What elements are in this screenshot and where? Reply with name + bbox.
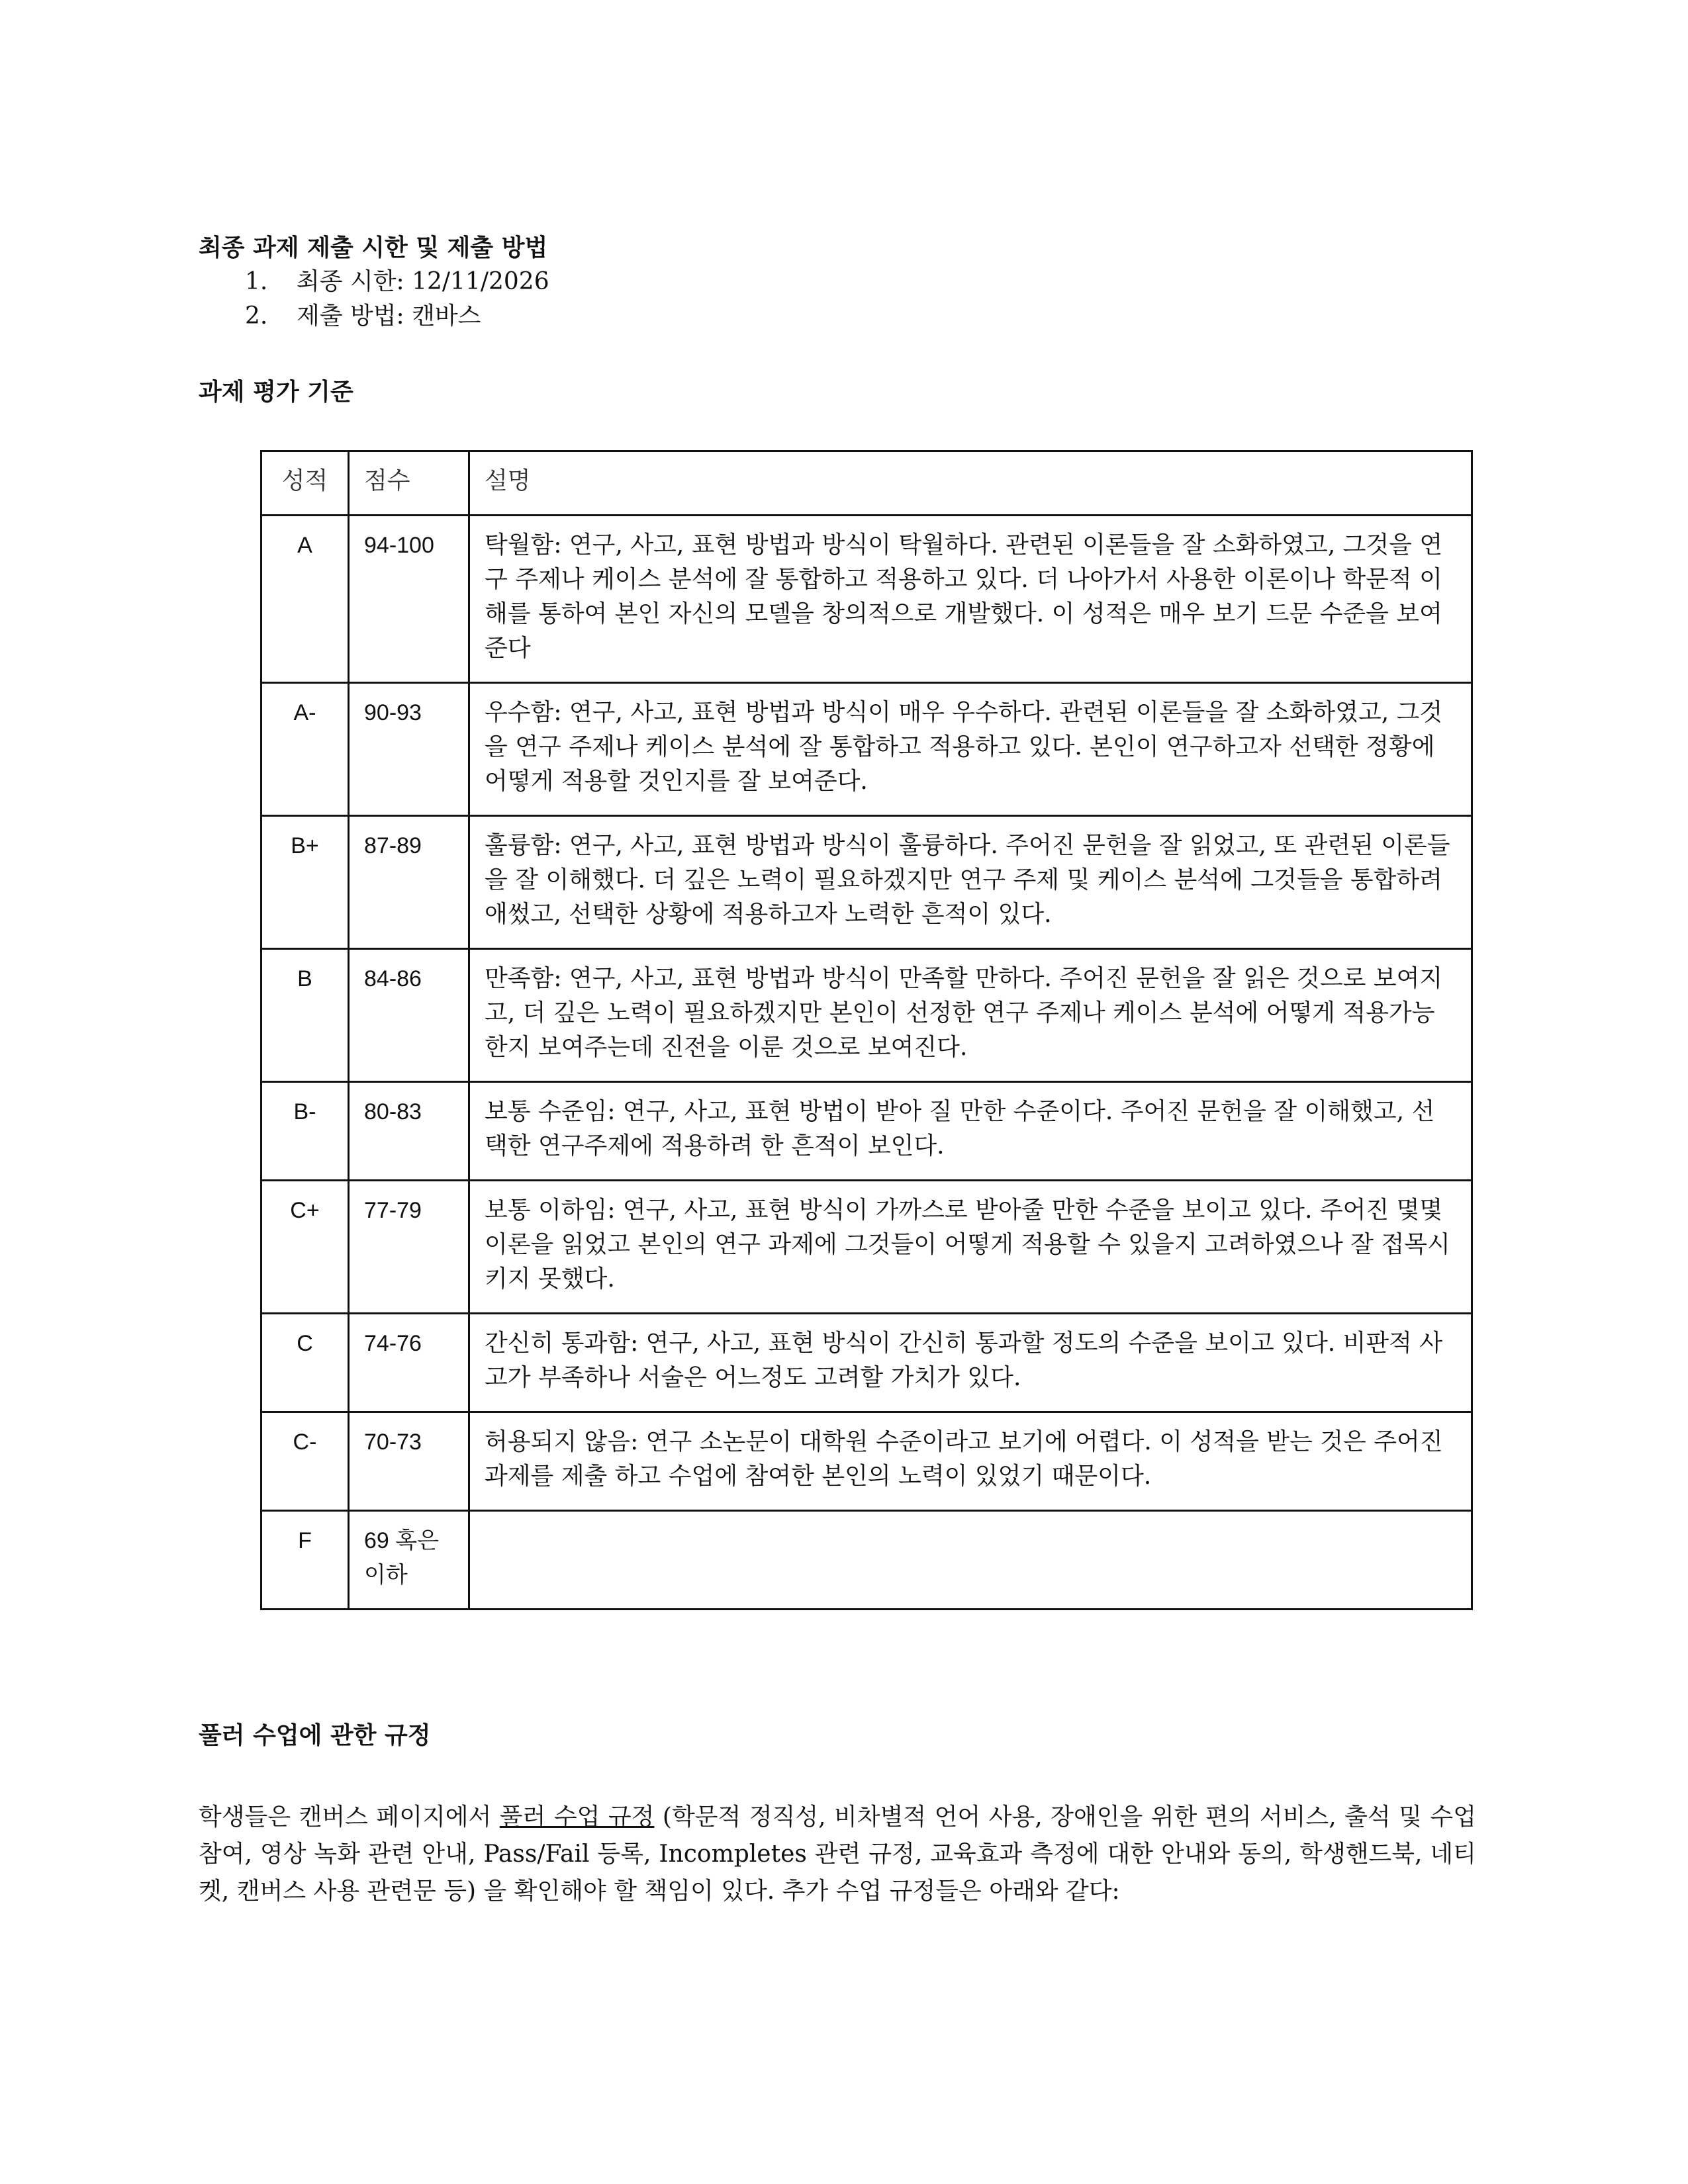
list-text: 제출 방법: 캔바스 [297, 302, 481, 330]
table-row [261, 1082, 1472, 1181]
grade-cell: B [261, 949, 349, 1082]
grade-cell: A- [261, 683, 349, 816]
score-cell: 84-86 [349, 949, 469, 1082]
section-heading-deadline: 최종 과제 제출 시한 및 제출 방법 [199, 234, 548, 261]
description-cell: 보통 수준임: 연구, 사고, 표현 방법이 받아 질 만한 수준이다. 주어진 문헌을 잘 이해했고, 선택한 연구주제에 적용하려 한 흔적이 보인다. [469, 1082, 1472, 1181]
grade-cell: C- [261, 1412, 349, 1511]
list-number: 2. [245, 302, 268, 330]
table-row [261, 1181, 1472, 1314]
table-row [261, 949, 1472, 1082]
header-description: 설명 [469, 451, 1472, 516]
grade-cell: F [261, 1511, 349, 1610]
grade-cell: C [261, 1314, 349, 1412]
description-cell: 만족함: 연구, 사고, 표현 방법과 방식이 만족할 만하다. 주어진 문헌을 잘 읽은 것으로 보여지고, 더 깊은 노력이 필요하겠지만 본인이 선정한 연구 주제나 케이스 분석에 어떻게 적용가능한지 보여주는데 진전을 이룬 것으로 보여진다. [469, 949, 1472, 1082]
policy-text-end: (학문적 정직성, 비차별적 언어 사용, 장애인을 위한 편의 서비스, 출석 및 수업 참여, 영상 녹화 관련 안내, Pass/Fail 등록, Incompletes 관련 규정, 교육효과 측정에 대한 안내와 동의, 학생핸드북, 네티켓, 캔버스 사용 관련문 등) 을 확인해야 할 책임이 있다. 추가 수업 규정들은 아래와 같다: [199, 1803, 1476, 1905]
policy-text-start: 학생들은 캔버스 페이지에서 [199, 1803, 500, 1831]
grade-cell: B+ [261, 816, 349, 949]
list-item [245, 299, 549, 334]
grading-table [260, 450, 1473, 1610]
description-cell: 탁월함: 연구, 사고, 표현 방법과 방식이 탁월하다. 관련된 이론들을 잘 소화하였고, 그것을 연구 주제나 케이스 분석에 잘 통합하고 적용하고 있다. 더 나아가서 사용한 이론이나 학문적 이해를 통하여 본인 자신의 모델을 창의적으로 개발했다. 이 성적은 매우 보기 드문 수준을 보여준다 [469, 516, 1472, 683]
policy-paragraph [199, 1799, 1476, 1910]
table-row [261, 816, 1472, 949]
score-cell: 70-73 [349, 1412, 469, 1511]
policy-link[interactable]: 풀러 수업 규정 [499, 1803, 655, 1831]
description-cell: 우수함: 연구, 사고, 표현 방법과 방식이 매우 우수하다. 관련된 이론들을 잘 소화하였고, 그것을 연구 주제나 케이스 분석에 잘 통합하고 적용하고 있다. 본인이 연구하고자 선택한 정황에 어떻게 적용할 것인지를 잘 보여준다. [469, 683, 1472, 816]
list-number: 1. [245, 268, 268, 295]
table-row [261, 1511, 1472, 1610]
score-cell: 87-89 [349, 816, 469, 949]
header-grade: 성적 [261, 451, 349, 516]
section-heading-grading: 과제 평가 기준 [199, 379, 353, 406]
description-cell: 훌륭함: 연구, 사고, 표현 방법과 방식이 훌륭하다. 주어진 문헌을 잘 읽었고, 또 관련된 이론들을 잘 이해했다. 더 깊은 노력이 필요하겠지만 연구 주제 및 케이스 분석에 그것들을 통합하려 애썼고, 선택한 상황에 적용하고자 노력한 흔적이 있다. [469, 816, 1472, 949]
table-row [261, 516, 1472, 683]
list-item [245, 265, 549, 299]
score-cell: 69 혹은 이하 [349, 1511, 469, 1610]
score-cell: 94-100 [349, 516, 469, 683]
table-row [261, 683, 1472, 816]
score-cell: 80-83 [349, 1082, 469, 1181]
table-row [261, 1412, 1472, 1511]
description-cell: 보통 이하임: 연구, 사고, 표현 방식이 가까스로 받아줄 만한 수준을 보이고 있다. 주어진 몇몇 이론을 읽었고 본인의 연구 과제에 그것들이 어떻게 적용할 수 있을지 고려하였으나 잘 접목시키지 못했다. [469, 1181, 1472, 1314]
score-cell: 77-79 [349, 1181, 469, 1314]
grade-cell: A [261, 516, 349, 683]
table-header-row [261, 451, 1472, 516]
list-text: 최종 시한: 12/11/2026 [297, 268, 549, 295]
grade-cell: B- [261, 1082, 349, 1181]
section-heading-policy: 풀러 수업에 관한 규정 [199, 1722, 431, 1749]
header-score: 점수 [349, 451, 469, 516]
description-cell: 간신히 통과함: 연구, 사고, 표현 방식이 간신히 통과할 정도의 수준을 보이고 있다. 비판적 사고가 부족하나 서술은 어느정도 고려할 가치가 있다. [469, 1314, 1472, 1412]
deadline-list [245, 265, 549, 334]
description-cell: 허용되지 않음: 연구 소논문이 대학원 수준이라고 보기에 어렵다. 이 성적을 받는 것은 주어진 과제를 제출 하고 수업에 참여한 본인의 노력이 있었기 때문이다. [469, 1412, 1472, 1511]
table-row [261, 1314, 1472, 1412]
score-cell: 90-93 [349, 683, 469, 816]
score-cell: 74-76 [349, 1314, 469, 1412]
grade-cell: C+ [261, 1181, 349, 1314]
description-cell [469, 1511, 1472, 1610]
